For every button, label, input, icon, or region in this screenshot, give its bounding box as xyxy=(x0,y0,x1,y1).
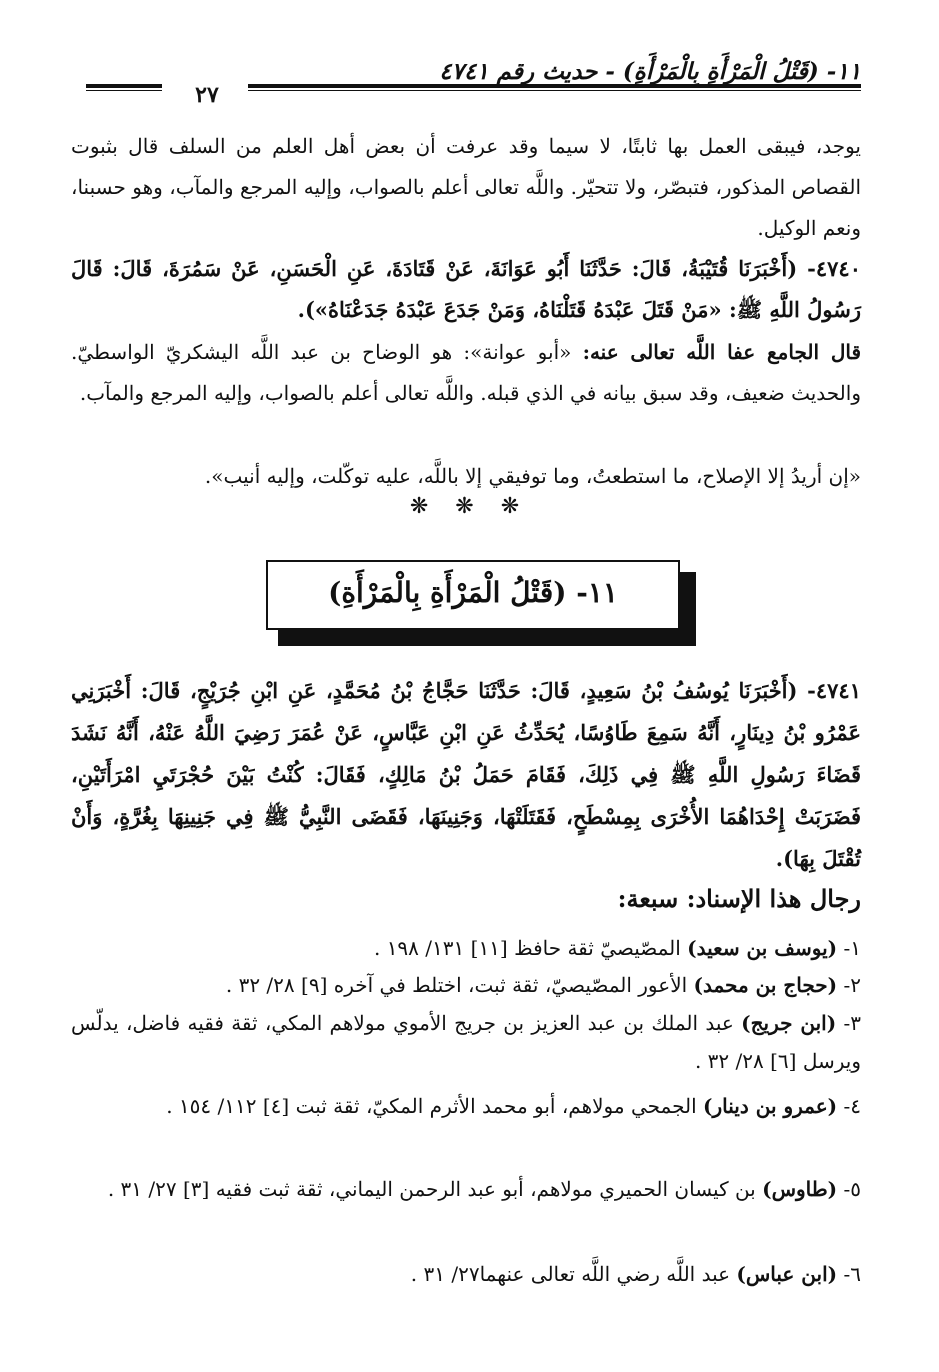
closing-quote: «إن أريدُ إلا الإصلاح، ما استطعتُ، وما توفيقي إلا باللَّه، عليه توكّلت، وإليه أنيب». xyxy=(204,464,861,488)
commentary-text: «أبو عوانة»: هو الوضاح بن عبد اللَّه اليشكريّ الواسطيّ. والحديث ضعيف، وقد سبق بيانه في الذي قبله. واللَّه تعالى أعلم بالصواب، وإليه المرجع والمآب. xyxy=(71,340,861,405)
running-header-title: ١١- (قَتْلُ الْمَرْأَةِ بِالْمَرْأَةِ) - حديث رقم ٤٧٤١ xyxy=(439,58,861,85)
hadith-4740: ٤٧٤٠- (أَخْبَرَنَا قُتَيْبَةُ، قَالَ: حَدَّثَنَا أَبُو عَوَانَةَ، عَنْ قَتَادَةَ، عَنِ الْحَسَنِ، عَنْ سَمُرَةَ، قَالَ: قَالَ رَسُولُ اللَّهِ ﷺ: «مَنْ قَتَلَ عَبْدَهُ قَتَلْنَاهُ، وَمَنْ جَدَعَ عَبْدَهُ جَدَعْنَاهُ»). xyxy=(71,256,861,322)
chapter-title-box xyxy=(266,560,680,630)
narrator-description: المصّيصيّ ثقة حافظ [١١] ١٣١/ ١٩٨ . xyxy=(373,936,681,960)
chapter-title: ١١- (قَتْلُ الْمَرْأَةِ بِالْمَرْأَةِ) xyxy=(328,576,618,609)
commentary-label: قال الجامع عفا اللَّه تعالى عنه: xyxy=(582,340,862,364)
page-number: ٢٧ xyxy=(195,82,219,108)
narrator-description: الجمحي مولاهم، أبو محمد الأثرم المكيّ، ثقة ثبت [٤] ١١٢/ ١٥٤ . xyxy=(166,1094,697,1118)
narrator-entry xyxy=(71,1170,861,1208)
header-rule-short xyxy=(86,84,162,91)
commentary-paragraph xyxy=(71,332,861,414)
narrator-description: بن كيسان الحميري مولاهم، أبو عبد الرحمن اليماني، ثقة ثبت فقيه [٣] ٢٧/ ٣١ . xyxy=(107,1177,756,1201)
continuation-paragraph: يوجد، فيبقى العمل بها ثابتًا، لا سيما وقد عرفت أن بعض أهل العلم من السلف قال بثبوت القصاص المذكور، فتبصّر، ولا تتحيّر. واللَّه تعالى أعلم بالصواب، وإليه المرجع والمآب، وهو حسبنا، ونعم الوكيل. xyxy=(71,134,861,240)
narrator-name: (يوسف بن سعيد) xyxy=(687,936,838,960)
narrator-number: ٤- xyxy=(843,1094,861,1118)
header-rule xyxy=(86,84,861,108)
narrator-entry xyxy=(71,1255,861,1293)
narrator-number: ٥- xyxy=(843,1177,861,1201)
narrator-name: (حجاج بن محمد) xyxy=(693,973,838,997)
narrator-entry xyxy=(71,1004,861,1080)
narrator-number: ٦- xyxy=(843,1262,861,1286)
narrator-entry xyxy=(71,1087,861,1125)
header-rule-long xyxy=(248,84,861,91)
section-separator: ❋ ❋ ❋ xyxy=(409,494,530,519)
narrator-number: ٢- xyxy=(843,973,861,997)
narrator-entry xyxy=(71,966,861,1004)
narrator-description: عبد اللَّه رضي اللَّه تعالى عنهما٢٧/ ٣١ . xyxy=(410,1262,731,1286)
narrator-description: عبد الملك بن عبد العزيز بن جريج الأموي مولاهم المكي، ثقة فقيه فاضل، يدلّس ويرسل [٦] ٢٨/ ٣٢ . xyxy=(71,1011,861,1073)
rijal-heading: رجال هذا الإسناد: سبعة: xyxy=(617,884,861,913)
hadith-4741: ٤٧٤١- (أَخْبَرَنَا يُوسُفُ بْنُ سَعِيدٍ، قَالَ: حَدَّثَنَا حَجَّاجُ بْنُ مُحَمَّدٍ، عَنِ ابْنِ جُرَيْجٍ، قَالَ: أَخْبَرَنِي عَمْرُو بْنُ دِينَارٍ، أَنَّهُ سَمِعَ طَاوُسًا، يُحَدِّثُ عَنِ ابْنِ عَبَّاسٍ، عَنْ عُمَرَ رَضِيَ اللَّهُ عَنْهُ، أَنَّهُ نَشَدَ قَضَاءَ رَسُولِ اللَّهِ ﷺ فِي ذَلِكَ، فَقَامَ حَمَلُ بْنُ مَالِكٍ، فَقَالَ: كُنْتُ بَيْنَ حُجْرَتَيِ امْرَأَتَيْنِ، فَضَرَبَتْ إِحْدَاهُمَا الأُخْرَى بِمِسْطَحٍ، فَقَتَلَتْهَا، وَجَنِينَهَا، فَقَضَى النَّبِيُّ ﷺ فِي جَنِينِهَا بِغُرَّةٍ، وَأَنْ تُقْتَلَ بِهَا). xyxy=(71,678,861,871)
narrator-entry xyxy=(71,929,861,967)
narrator-name: (طاوس) xyxy=(762,1177,838,1201)
narrator-name: (عمرو بن دينار) xyxy=(703,1094,838,1118)
narrator-name: (ابن جريج) xyxy=(741,1011,837,1035)
narrator-number: ٣- xyxy=(843,1011,861,1035)
narrator-name: (ابن عباس) xyxy=(736,1262,838,1286)
narrator-number: ١- xyxy=(843,936,861,960)
narrator-description: الأعور المصّيصيّ، ثقة ثبت، اختلط في آخره [٩] ٢٨/ ٣٢ . xyxy=(225,973,688,997)
